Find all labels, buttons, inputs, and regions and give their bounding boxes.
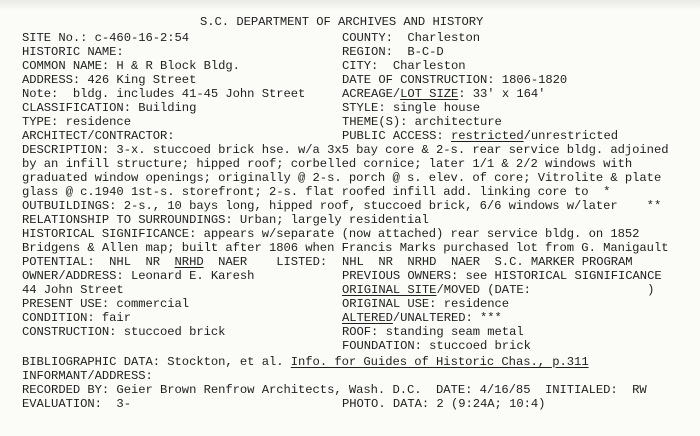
date-of-construction: DATE OF CONSTRUCTION: 1806-1820 [342,73,568,87]
site-number: SITE No.: c-460-16-2:54 [22,31,190,45]
themes: THEME(S): architecture [342,115,502,129]
potential-label: POTENTIAL: NHL NR [22,255,175,269]
original-site-option: ORIGINAL SITE [342,283,437,297]
listed-label: NAER LISTED: [203,255,328,269]
listed-options: NHL NR NRHD NAER S.C. MARKER PROGRAM [342,255,633,269]
description-line: DESCRIPTION: 3-x. stuccoed brick hse. w/a 3x5 bay core & 2-s. rear service bldg. adjoined [22,143,669,157]
construction: CONSTRUCTION: stuccoed brick [22,325,226,339]
owner-address: OWNER/ADDRESS: Leonard E. Karesh [22,269,255,283]
moved-date: /MOVED (DATE: ) [436,283,655,297]
historical-significance-cont: Bridgens & Allen map; built after 1806 when Francis Marks purchased lot from G. Manigault [22,241,669,255]
public-access-label: PUBLIC ACCESS: [342,129,451,143]
recorded-by: RECORDED BY: Geier Brown Renfrow Architects, Wash. D.C. DATE: 4/16/85 INITIALED: RW [22,383,647,397]
classification: CLASSIFICATION: Building [22,101,197,115]
type: TYPE: residence [22,115,131,129]
address: ADDRESS: 426 King Street [22,73,197,87]
architect-contractor: ARCHITECT/CONTRACTOR: [22,129,175,143]
nrhd-option: NRHD [174,255,204,269]
condition: CONDITION: fair [22,311,131,325]
altered-option: ALTERED [342,311,393,325]
county: COUNTY: Charleston [342,31,481,45]
description-line: graduated window openings; originally @ 2-s. porch @ s. elev. of core; Vitrolite & plate [22,171,662,185]
owner-street: 44 John Street [22,283,124,297]
bibliographic-data [22,356,589,368]
lot-size-value: : 33' x 164' [458,87,546,101]
altered-unaltered [342,312,502,324]
city: CITY: Charleston [342,59,466,73]
acreage-lot-size [342,88,545,100]
acreage-label: ACREAGE/ [342,87,401,101]
previous-owners: PREVIOUS OWNERS: see HISTORICAL SIGNIFICANCE [342,269,662,283]
roof: ROOF: standing seam metal [342,325,524,339]
description-line: glass @ c.1940 1st-s. storefront; 2-s. flat roofed infill add. linking core to * [22,185,611,199]
unaltered-option: /UNALTERED: *** [392,311,502,325]
present-use: PRESENT USE: commercial [22,297,190,311]
original-use: ORIGINAL USE: residence [342,297,510,311]
bibliographic-source: Info. for Guides of Historic Chas., p.311 [290,355,589,369]
informant-address: INFORMANT/ADDRESS: [22,369,153,383]
description-line: by an infill structure; hipped roof; corbelled cornice; later 1/1 & 2/2 windows with [22,157,633,171]
historic-name: HISTORIC NAME: [22,45,124,59]
restricted-option: restricted [450,129,524,143]
foundation: FOUNDATION: stuccoed brick [342,339,531,353]
bibliographic-label: BIBLIOGRAPHIC DATA: Stockton, et al. [22,355,291,369]
historical-significance: HISTORICAL SIGNIFICANCE: appears w/separate (now attached) rear service bldg. on 1852 [22,227,640,241]
outbuildings: OUTBUILDINGS: 2-s., 10 bays long, hipped roof, stuccoed brick, 6/6 windows w/later ** [22,199,662,213]
form-header: S.C. DEPARTMENT OF ARCHIVES AND HISTORY [200,15,484,29]
original-site-moved [342,284,654,296]
note: Note: bldg. includes 41-45 John Street [22,87,306,101]
region: REGION: B-C-D [342,45,444,59]
lot-size-label: LOT SIZE [400,87,459,101]
evaluation: EVALUATION: 3- [22,397,131,411]
style: STYLE: single house [342,101,481,115]
common-name: COMMON NAME: H & R Block Bldg. [22,59,240,73]
relationship-to-surroundings: RELATIONSHIP TO SURROUNDINGS: Urban; largely residential [22,213,429,227]
potential [22,256,327,268]
unrestricted-option: /unrestricted [523,129,619,143]
public-access [342,130,618,142]
photo-data: PHOTO. DATA: 2 (9:24A; 10:4) [342,397,546,411]
scan-shadow [0,0,700,10]
